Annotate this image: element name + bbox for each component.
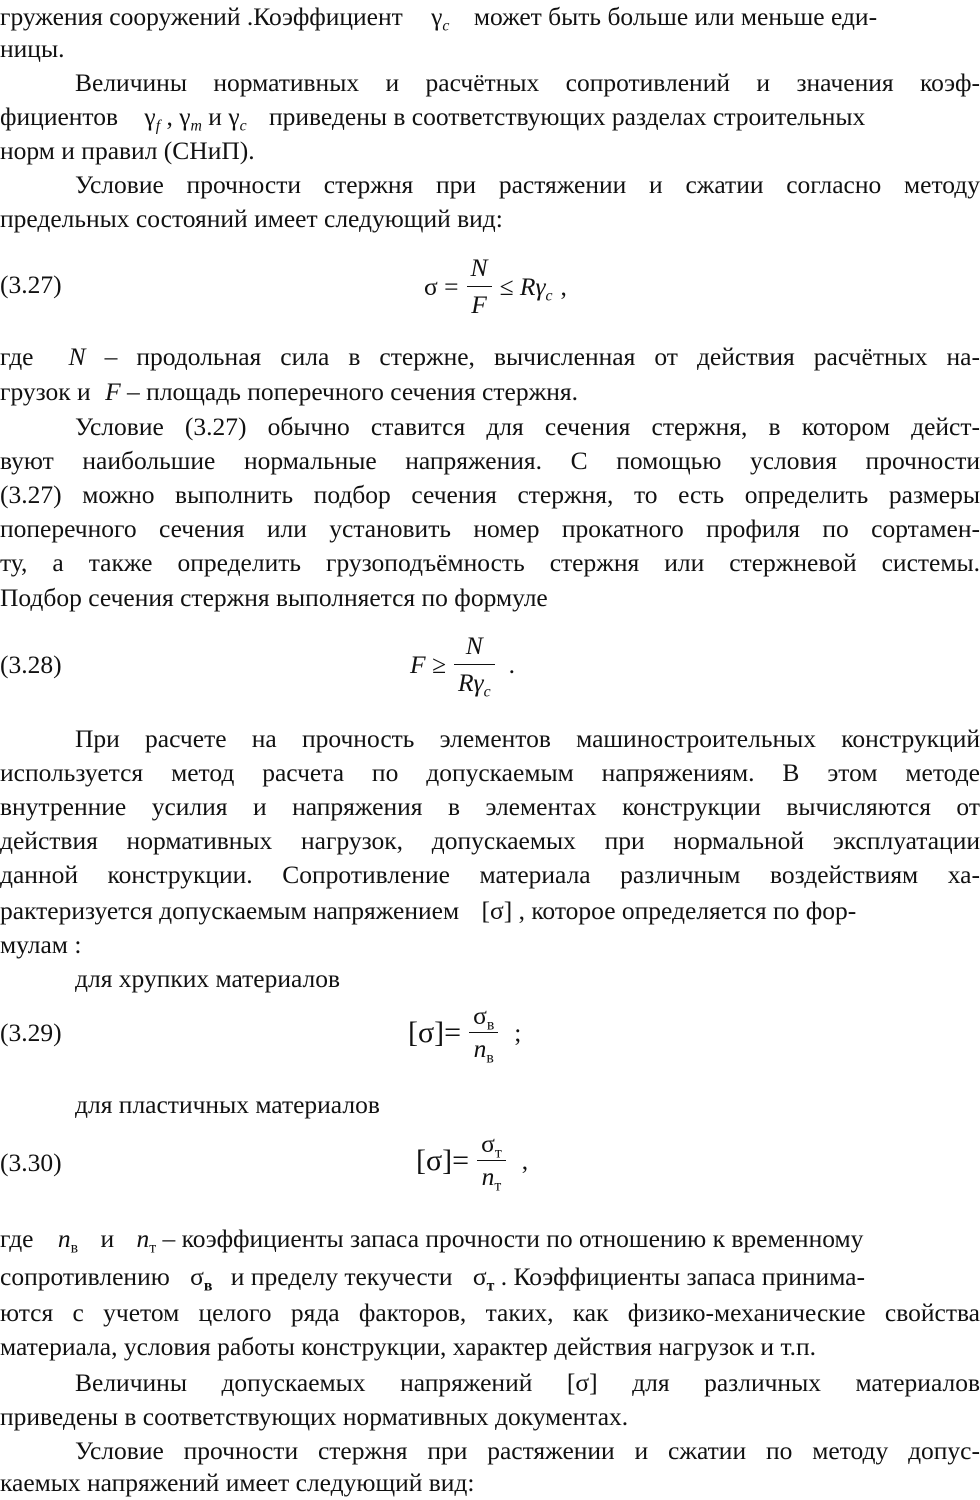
text-line [0, 894, 856, 928]
text-line [0, 1222, 863, 1256]
text-line: мулам : [0, 930, 82, 959]
text-line: норм и правил (СНиП). [0, 136, 255, 165]
text-line: Условие прочности стержня при растяжении и сжатии согласно методу [75, 170, 980, 199]
math-subscript: c [239, 117, 247, 135]
math-symbol: [σ] [481, 896, 513, 925]
equation-number: (3.28) [0, 650, 62, 679]
equation-lhs: σ = [424, 271, 459, 301]
text-span: Величины допускаемых напряжений [75, 1368, 533, 1397]
text-span: приведены в соответствующих разделах строительных [268, 102, 866, 131]
math-symbol: n [136, 1224, 150, 1253]
math-subscript: т [494, 1144, 502, 1162]
math-symbol: γ [179, 102, 191, 131]
fraction-numerator: N [470, 253, 488, 282]
equation-rhs: ≤ Rγ [499, 271, 546, 301]
text-line: поперечного сечения или установить номер прокатного профиля по сортамен- [0, 514, 980, 543]
equation-lhs: [σ]= [416, 1143, 470, 1177]
math-subscript: c [483, 683, 491, 701]
text-line: действия нормативных нагрузок, допускаемых при нормальной эксплуатации [0, 826, 980, 855]
text-span: . Коэффициенты запаса принима- [500, 1262, 865, 1291]
text-line: (3.27) можно выполнить подбор сечения стержня, то есть определить размеры [0, 480, 980, 509]
fraction-denominator: n [473, 1034, 487, 1063]
text-line: приведены в соответствующих нормативных документах. [0, 1402, 629, 1431]
text-span: и [208, 102, 222, 131]
math-subscript: c [545, 287, 553, 305]
math-subscript: c [442, 17, 450, 35]
equation-number: (3.30) [0, 1148, 62, 1177]
text-line: Условие (3.27) обычно ставится для сечения стержня, в котором дейст- [75, 412, 980, 441]
equation-number: (3.29) [0, 1018, 62, 1047]
text-span: и [100, 1224, 115, 1253]
text-span: где [0, 1224, 34, 1253]
math-symbol: γ [431, 2, 443, 31]
fraction-denominator: F [471, 290, 487, 319]
math-subscript: т [494, 1177, 502, 1195]
text-span: – коэффициенты запаса прочности по отношению к временному [162, 1224, 864, 1253]
equation-punct: , [521, 1145, 529, 1175]
text-span: , [166, 102, 173, 131]
math-symbol: N [68, 342, 86, 371]
fraction-numerator: σ [473, 1001, 487, 1030]
fraction-numerator: N [465, 631, 483, 660]
math-symbol: σ [472, 1262, 487, 1291]
text-span: грузок и [0, 377, 91, 406]
equation-punct: . [508, 649, 515, 679]
text-line [0, 375, 578, 409]
text-span: – продольная сила в стержне, вычисленная от действия расчётных на- [104, 342, 980, 371]
math-symbol: F [105, 377, 121, 406]
text-line: При расчете на прочность элементов машиностроительных конструкций [75, 724, 980, 753]
text-span: гружения сооружений .Коэффициент [0, 2, 403, 31]
math-subscript: в [203, 1277, 213, 1295]
math-symbol: [σ] [566, 1368, 598, 1397]
text-span: и пределу текучести [230, 1262, 453, 1291]
text-line: ются с учетом целого ряда факторов, таких, как физико-механические свойства [0, 1298, 980, 1327]
text-line: Величины нормативных и расчётных сопротивлений и значения коэф- [75, 68, 980, 97]
equation-lhs: [σ]= [408, 1015, 462, 1049]
text-span: , которое определяется по фор- [518, 896, 857, 925]
math-subscript: в [70, 1239, 79, 1257]
text-line: данной конструкции. Сопротивление материала различным воздействиям ха- [0, 860, 980, 889]
text-line: используется метод расчета по допускаемым напряжениям. В этом методе [0, 758, 980, 787]
math-symbol: γ [144, 102, 156, 131]
text-span: где [0, 342, 34, 371]
math-subscript: т [486, 1277, 495, 1295]
fraction-denominator: n [481, 1162, 495, 1191]
math-subscript: в [486, 1016, 495, 1034]
text-span: для различных материалов [632, 1368, 980, 1397]
text-line: ницы. [0, 34, 65, 63]
fraction-numerator: σ [481, 1129, 495, 1158]
text-line [0, 0, 877, 34]
text-line: каемых напряжений имеет следующий вид: [0, 1468, 475, 1497]
text-line: вуют наибольшие нормальные напряжения. С помощью условия прочности [0, 446, 980, 475]
text-line: Условие прочности стержня при растяжении и сжатии по методу допус- [75, 1436, 980, 1465]
math-subscript: f [155, 117, 161, 135]
text-line: внутренние усилия и напряжения в элементах конструкции вычисляются от [0, 792, 980, 821]
text-span: фициентов [0, 102, 119, 131]
text-line: Подбор сечения стержня выполняется по формуле [0, 583, 548, 612]
math-symbol: σ [190, 1262, 204, 1291]
text-line: материала, условия работы конструкции, характер действия нагрузок и т.п. [0, 1332, 817, 1361]
fraction-denominator: Rγ [457, 668, 484, 697]
text-line [0, 1260, 865, 1294]
text-line: для хрупких материалов [75, 964, 341, 993]
text-line [0, 100, 865, 134]
text-line: предельных состояний имеет следующий вид: [0, 204, 503, 233]
math-subscript: в [486, 1049, 494, 1067]
equation-number: (3.27) [0, 270, 62, 299]
text-line: ту, а также определить грузоподъёмность стержня или стержневой системы. [0, 548, 980, 577]
text-line [0, 340, 980, 374]
text-span: – площадь поперечного сечения стержня. [127, 377, 578, 406]
text-span: может быть больше или меньше еди- [473, 2, 878, 31]
math-symbol: n [57, 1224, 71, 1253]
equation-punct: ; [514, 1017, 522, 1047]
text-span: рактеризуется допускаемым напряжением [0, 896, 460, 925]
math-symbol: γ [228, 102, 240, 131]
text-line: для пластичных материалов [75, 1090, 380, 1119]
equation-punct: , [560, 271, 567, 301]
math-subscript: т [149, 1239, 157, 1257]
equation-lhs: F ≥ [410, 649, 446, 679]
math-subscript: m [190, 117, 202, 135]
text-line [75, 1366, 980, 1400]
text-span: сопротивлению [0, 1262, 170, 1291]
